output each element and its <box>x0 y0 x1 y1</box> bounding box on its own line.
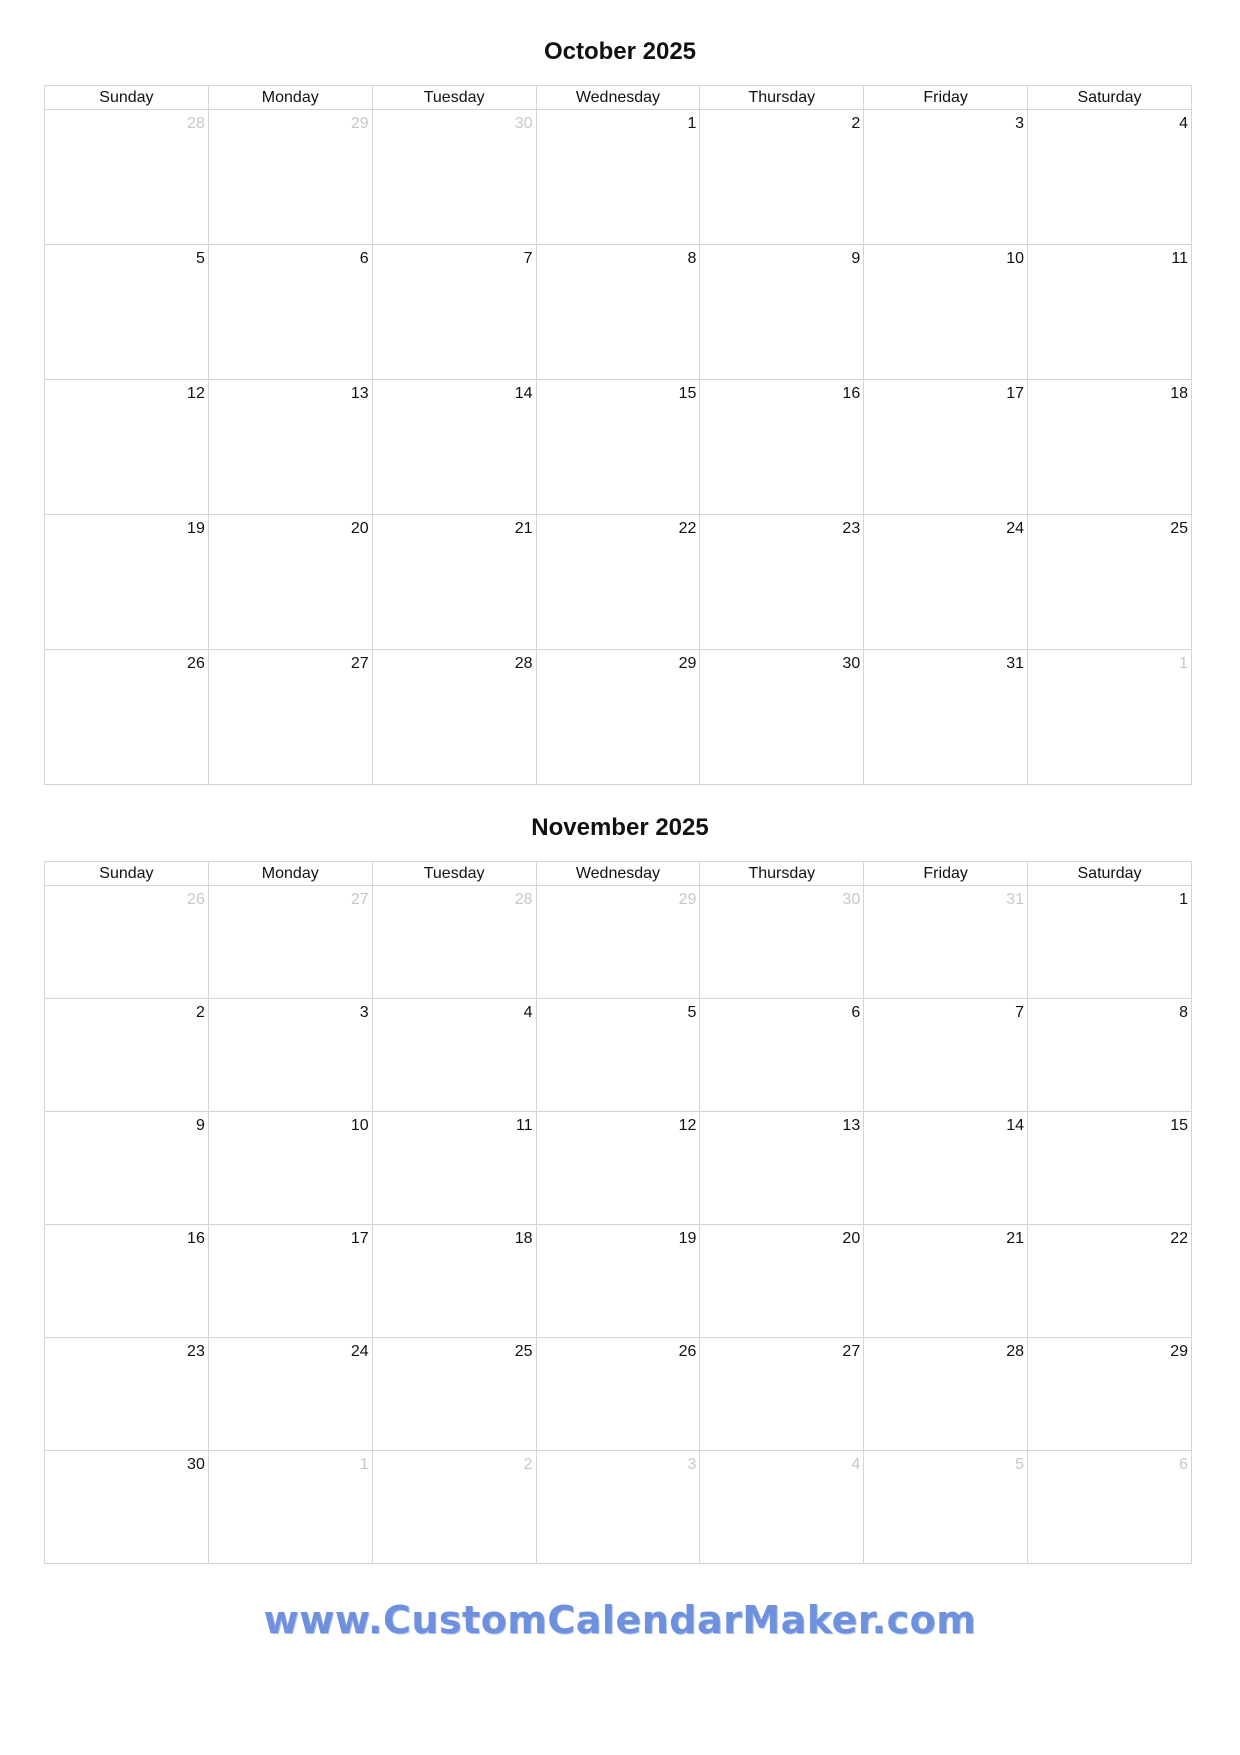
day-cell[interactable] <box>536 110 700 245</box>
adjacent-month-day-cell[interactable] <box>1028 1451 1192 1564</box>
day-number: 30 <box>842 655 861 672</box>
adjacent-month-day-cell[interactable] <box>372 110 536 245</box>
day-number: 11 <box>515 1117 533 1134</box>
day-number: 2 <box>851 115 861 132</box>
day-cell[interactable] <box>45 1225 209 1338</box>
day-cell[interactable] <box>372 1112 536 1225</box>
day-number: 26 <box>187 655 205 672</box>
day-number: 5 <box>687 1004 697 1021</box>
footer-website-link[interactable]: www.CustomCalendarMaker.com <box>263 1598 977 1642</box>
day-number: 6 <box>1179 1456 1188 1473</box>
weekday-header-tuesday: Tuesday <box>372 86 536 110</box>
day-cell[interactable] <box>45 999 209 1112</box>
day-number: 25 <box>1170 520 1188 537</box>
day-number: 15 <box>1170 1117 1188 1134</box>
day-cell[interactable] <box>45 650 209 785</box>
day-cell[interactable] <box>864 999 1028 1112</box>
adjacent-month-day-cell[interactable] <box>208 886 372 999</box>
day-number: 14 <box>514 385 533 402</box>
day-number: 29 <box>678 891 697 908</box>
day-cell[interactable] <box>45 1112 209 1225</box>
weekday-header-wednesday: Wednesday <box>536 862 700 886</box>
day-number: 10 <box>350 1117 369 1134</box>
day-cell[interactable] <box>700 515 864 650</box>
adjacent-month-day-cell[interactable] <box>700 1451 864 1564</box>
day-cell[interactable] <box>1028 1225 1192 1338</box>
day-number: 25 <box>514 1343 533 1360</box>
week-row <box>45 650 1192 785</box>
day-number: 6 <box>359 250 369 267</box>
weekday-header-saturday: Saturday <box>1028 862 1192 886</box>
day-number: 22 <box>678 520 697 537</box>
weekday-header-sunday: Sunday <box>45 862 209 886</box>
month-title-november: November 2025 <box>531 814 709 841</box>
week-row <box>45 380 1192 515</box>
day-number: 27 <box>350 655 369 672</box>
day-number: 9 <box>851 250 861 267</box>
calendar-body <box>45 110 1192 785</box>
day-number: 29 <box>1170 1343 1188 1360</box>
day-cell[interactable] <box>864 245 1028 380</box>
weekday-header-thursday: Thursday <box>700 862 864 886</box>
day-cell[interactable] <box>700 245 864 380</box>
day-cell[interactable] <box>372 245 536 380</box>
day-number: 1 <box>359 1456 369 1473</box>
day-cell[interactable] <box>700 999 864 1112</box>
day-cell[interactable] <box>1028 999 1192 1112</box>
day-cell[interactable] <box>864 110 1028 245</box>
day-number: 28 <box>1006 1343 1025 1360</box>
day-cell[interactable] <box>208 1338 372 1451</box>
day-number: 28 <box>514 891 533 908</box>
week-row <box>45 886 1192 999</box>
day-number: 16 <box>187 1230 205 1247</box>
day-number: 4 <box>851 1456 861 1473</box>
day-number: 11 <box>1171 250 1188 267</box>
day-cell[interactable] <box>1028 1112 1192 1225</box>
adjacent-month-day-cell[interactable] <box>536 1451 700 1564</box>
day-cell[interactable] <box>1028 515 1192 650</box>
day-number: 29 <box>678 655 697 672</box>
day-number: 7 <box>1015 1004 1025 1021</box>
day-cell[interactable] <box>45 380 209 515</box>
day-cell[interactable] <box>45 1451 209 1564</box>
day-cell[interactable] <box>1028 380 1192 515</box>
day-number: 14 <box>1006 1117 1025 1134</box>
day-number: 30 <box>187 1456 205 1473</box>
calendar-body <box>45 886 1192 1564</box>
day-cell[interactable] <box>700 1112 864 1225</box>
day-number: 1 <box>687 115 697 132</box>
day-number: 3 <box>687 1456 697 1473</box>
adjacent-month-day-cell[interactable] <box>1028 650 1192 785</box>
adjacent-month-day-cell[interactable] <box>700 886 864 999</box>
day-cell[interactable] <box>536 999 700 1112</box>
weekday-header-row <box>45 862 1192 886</box>
adjacent-month-day-cell[interactable] <box>536 886 700 999</box>
day-number: 29 <box>350 115 369 132</box>
day-number: 20 <box>350 520 369 537</box>
day-cell[interactable] <box>208 1112 372 1225</box>
weekday-header-monday: Monday <box>208 862 372 886</box>
day-number: 18 <box>514 1230 533 1247</box>
week-row <box>45 515 1192 650</box>
weekday-header-row <box>45 86 1192 110</box>
day-number: 12 <box>678 1117 697 1134</box>
weekday-header-monday: Monday <box>208 86 372 110</box>
weekday-header-friday: Friday <box>864 862 1028 886</box>
day-number: 27 <box>350 891 369 908</box>
day-cell[interactable] <box>536 245 700 380</box>
day-cell[interactable] <box>45 515 209 650</box>
day-number: 28 <box>187 115 205 132</box>
day-number: 16 <box>842 385 861 402</box>
day-cell[interactable] <box>864 380 1028 515</box>
day-cell[interactable] <box>1028 1338 1192 1451</box>
day-cell[interactable] <box>372 1338 536 1451</box>
day-number: 27 <box>842 1343 861 1360</box>
day-cell[interactable] <box>372 1225 536 1338</box>
day-number: 24 <box>1006 520 1025 537</box>
day-cell[interactable] <box>372 999 536 1112</box>
week-row <box>45 999 1192 1112</box>
day-cell[interactable] <box>536 650 700 785</box>
day-cell[interactable] <box>1028 245 1192 380</box>
day-cell[interactable] <box>536 1112 700 1225</box>
day-cell[interactable] <box>700 380 864 515</box>
day-cell[interactable] <box>208 1225 372 1338</box>
day-number: 10 <box>1006 250 1025 267</box>
day-number: 17 <box>1006 385 1025 402</box>
day-number: 13 <box>350 385 369 402</box>
weekday-header-friday: Friday <box>864 86 1028 110</box>
day-cell[interactable] <box>536 515 700 650</box>
calendar-grid-october <box>44 85 1192 785</box>
adjacent-month-day-cell[interactable] <box>864 886 1028 999</box>
day-number: 19 <box>678 1230 697 1247</box>
day-number: 31 <box>1006 655 1025 672</box>
day-cell[interactable] <box>208 650 372 785</box>
day-cell[interactable] <box>536 1225 700 1338</box>
day-cell[interactable] <box>208 515 372 650</box>
weekday-header-tuesday: Tuesday <box>372 862 536 886</box>
day-cell[interactable] <box>700 650 864 785</box>
calendar-grid-november <box>44 861 1192 1564</box>
day-number: 5 <box>195 250 205 267</box>
day-cell[interactable] <box>1028 886 1192 999</box>
day-number: 21 <box>514 520 533 537</box>
day-cell[interactable] <box>208 245 372 380</box>
day-cell[interactable] <box>536 380 700 515</box>
week-row <box>45 1451 1192 1564</box>
day-number: 12 <box>187 385 205 402</box>
day-cell[interactable] <box>372 650 536 785</box>
day-number: 20 <box>842 1230 861 1247</box>
day-number: 6 <box>851 1004 861 1021</box>
day-number: 26 <box>187 891 205 908</box>
weekday-header-wednesday: Wednesday <box>536 86 700 110</box>
day-number: 24 <box>350 1343 369 1360</box>
day-cell[interactable] <box>536 1338 700 1451</box>
day-number: 3 <box>359 1004 369 1021</box>
day-number: 1 <box>1179 891 1188 908</box>
day-cell[interactable] <box>700 110 864 245</box>
day-number: 4 <box>523 1004 533 1021</box>
day-number: 15 <box>678 385 697 402</box>
day-cell[interactable] <box>45 245 209 380</box>
week-row <box>45 110 1192 245</box>
day-number: 4 <box>1179 115 1188 132</box>
day-number: 3 <box>1015 115 1025 132</box>
week-row <box>45 245 1192 380</box>
weekday-header-thursday: Thursday <box>700 86 864 110</box>
adjacent-month-day-cell[interactable] <box>372 1451 536 1564</box>
day-number: 26 <box>678 1343 697 1360</box>
day-number: 22 <box>1170 1230 1188 1247</box>
day-cell[interactable] <box>372 515 536 650</box>
weekday-header-sunday: Sunday <box>45 86 209 110</box>
day-number: 30 <box>842 891 861 908</box>
day-cell[interactable] <box>1028 110 1192 245</box>
adjacent-month-day-cell[interactable] <box>208 110 372 245</box>
day-number: 1 <box>1179 655 1188 672</box>
day-cell[interactable] <box>864 1225 1028 1338</box>
day-number: 23 <box>842 520 861 537</box>
adjacent-month-day-cell[interactable] <box>864 1451 1028 1564</box>
day-number: 21 <box>1006 1230 1025 1247</box>
week-row <box>45 1112 1192 1225</box>
day-number: 8 <box>1179 1004 1188 1021</box>
day-cell[interactable] <box>45 1338 209 1451</box>
day-number: 5 <box>1015 1456 1025 1473</box>
day-number: 2 <box>523 1456 533 1473</box>
day-number: 30 <box>514 115 533 132</box>
day-cell[interactable] <box>864 650 1028 785</box>
day-number: 9 <box>195 1117 205 1134</box>
day-number: 28 <box>514 655 533 672</box>
day-number: 13 <box>842 1117 861 1134</box>
day-cell[interactable] <box>700 1225 864 1338</box>
adjacent-month-day-cell[interactable] <box>45 110 209 245</box>
week-row <box>45 1225 1192 1338</box>
month-title-october: October 2025 <box>543 38 697 65</box>
adjacent-month-day-cell[interactable] <box>372 886 536 999</box>
day-cell[interactable] <box>372 380 536 515</box>
week-row <box>45 1338 1192 1451</box>
day-number: 19 <box>187 520 205 537</box>
day-cell[interactable] <box>700 1338 864 1451</box>
day-cell[interactable] <box>864 1338 1028 1451</box>
day-number: 8 <box>687 250 697 267</box>
day-cell[interactable] <box>208 999 372 1112</box>
day-number: 23 <box>187 1343 205 1360</box>
adjacent-month-day-cell[interactable] <box>208 1451 372 1564</box>
adjacent-month-day-cell[interactable] <box>45 886 209 999</box>
day-number: 18 <box>1170 385 1188 402</box>
weekday-header-saturday: Saturday <box>1028 86 1192 110</box>
day-cell[interactable] <box>208 380 372 515</box>
day-number: 31 <box>1006 891 1025 908</box>
day-cell[interactable] <box>864 515 1028 650</box>
day-cell[interactable] <box>864 1112 1028 1225</box>
day-number: 17 <box>350 1230 369 1247</box>
day-number: 7 <box>523 250 533 267</box>
day-number: 2 <box>195 1004 205 1021</box>
